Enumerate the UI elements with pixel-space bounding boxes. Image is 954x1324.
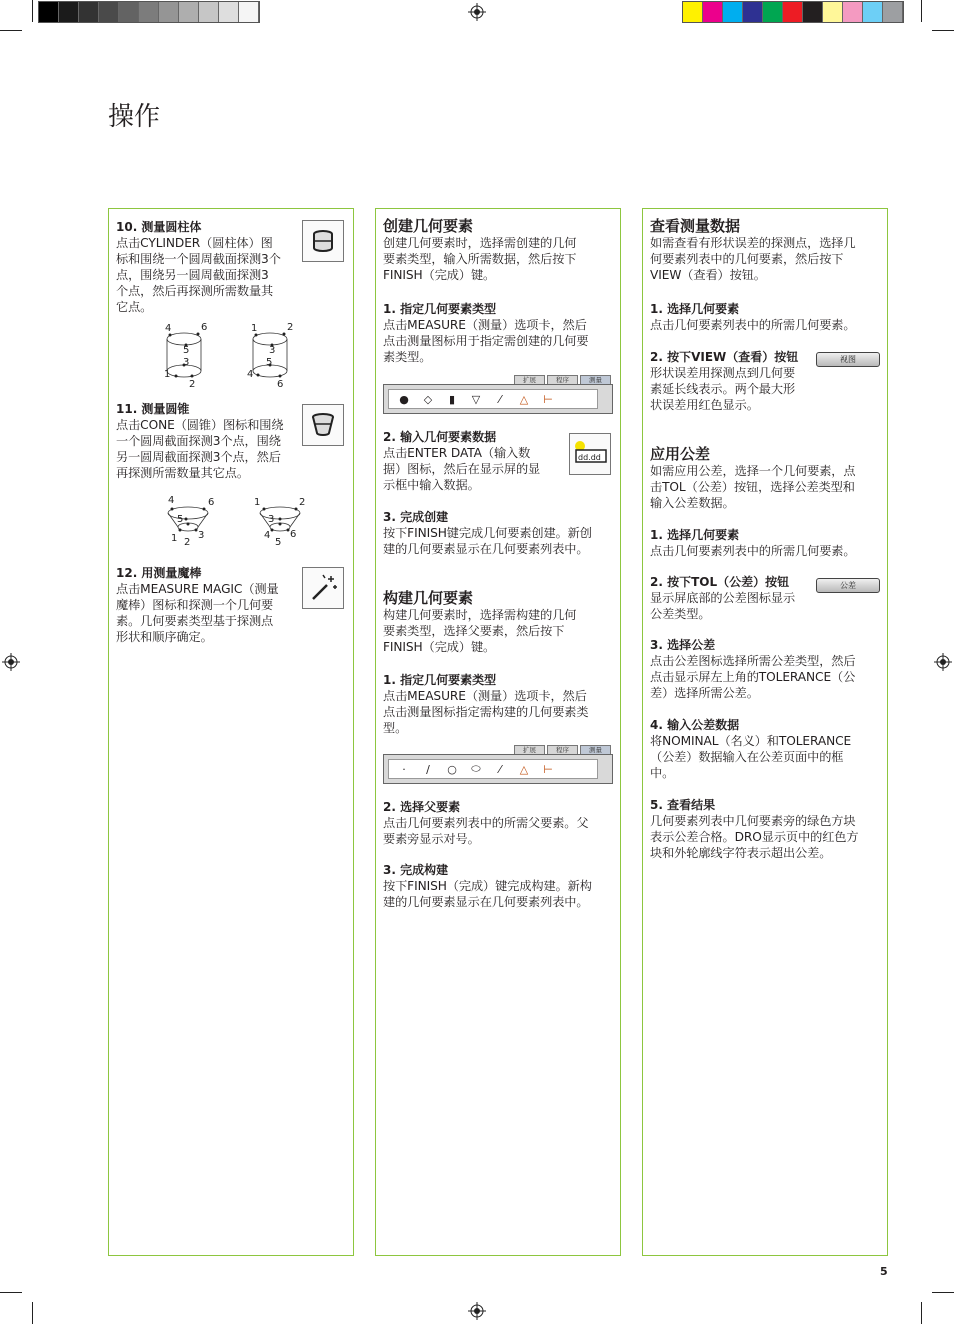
color-swatch xyxy=(783,2,803,22)
probe-label: 6 xyxy=(277,379,284,389)
section-text: 点击CONE（圆锥）图标和围绕 一个圆周截面探测3个点，围绕 另一圆周截面探测3个点，然后 再探测所需数量其它点。 xyxy=(116,418,284,480)
registration-mark-icon xyxy=(2,653,20,671)
color-swatch xyxy=(703,2,723,22)
step-title: 1. 指定几何要素类型 xyxy=(383,673,497,687)
probe-label: 3 xyxy=(269,345,276,356)
color-swatch xyxy=(199,2,219,22)
view-button[interactable]: 视图 xyxy=(816,352,880,367)
color-swatch xyxy=(79,2,99,22)
step-title: 3. 选择公差 xyxy=(650,638,716,652)
color-swatch xyxy=(99,2,119,22)
section-heading: 创建几何要素 xyxy=(383,217,474,235)
probe-label: 1 xyxy=(254,497,261,508)
step-title: 2. 输入几何要素数据 xyxy=(383,430,497,444)
section-construct-step2: 2. 选择父要素 点击几何要素列表中的所需父要素。父 要素旁显示对号。 xyxy=(383,799,613,847)
point-icon[interactable]: · xyxy=(402,762,406,776)
gray-scale-bar xyxy=(38,1,260,23)
section-tolerance: 应用公差 如需应用公差，选择一个几何要素，点 击TOL（公差）按钮，选择公差类型和 输入公差数据。 xyxy=(650,445,880,511)
step-title: 1. 选择几何要素 xyxy=(650,302,740,316)
probe-label: 2 xyxy=(184,537,191,548)
column-measure-shapes xyxy=(108,208,354,1256)
color-swatch xyxy=(823,2,843,22)
probe-label: 6 xyxy=(290,529,297,540)
cylinder-probe-diagram xyxy=(162,319,302,389)
probe-label: 1 xyxy=(164,369,171,380)
tab-program[interactable]: 程序 xyxy=(547,375,578,386)
step-title: 1. 指定几何要素类型 xyxy=(383,302,497,316)
probe-label: 3 xyxy=(198,530,205,541)
probe-label: 3 xyxy=(268,514,275,525)
magic-wand-icon[interactable]: ⁄ xyxy=(499,762,501,776)
crop-mark xyxy=(0,30,22,31)
page-number: 5 xyxy=(880,1265,888,1278)
step-title: 2. 按下VIEW（查看）按钮 xyxy=(650,350,799,364)
probe-label: 2 xyxy=(189,379,196,389)
step-title: 5. 查看结果 xyxy=(650,798,716,812)
probe-label: 2 xyxy=(299,497,306,508)
color-swatch xyxy=(159,2,179,22)
probe-label: 3 xyxy=(183,357,190,368)
circle-icon[interactable]: ● xyxy=(399,392,409,406)
probe-label: 4 xyxy=(247,369,254,380)
section-tol-step5: 5. 查看结果 几何要素列表中几何要素旁的绿色方块 表示公差合格。DRO显示页中的红色方 块和外轮廓线字符表示超出公差。 xyxy=(650,797,880,861)
step-title: 2. 按下TOL（公差）按钮 xyxy=(650,575,790,589)
tab-program[interactable]: 程序 xyxy=(547,745,578,756)
enter-data-icon-label: dd.dd xyxy=(578,453,601,462)
tab-extend[interactable]: 扩展 xyxy=(514,745,545,756)
step-title: 1. 选择几何要素 xyxy=(650,528,740,542)
section-view: 查看测量数据 如需查看有形状误差的探测点，选择几 何要素列表中的几何要素，然后按下 VIEW（查看）按钮。 xyxy=(650,217,880,283)
cylinder-icon[interactable]: ▮ xyxy=(448,392,456,406)
section-text: 点击CYLINDER（圆柱体）图 标和围绕一个圆周截面探测3个 点，围绕另一圆周截面探测3 个点，然后再探测所需数量其 它点。 xyxy=(116,236,281,314)
magic-wand-icon[interactable]: ⁄ xyxy=(499,392,501,406)
crop-mark xyxy=(0,1292,22,1293)
plane-icon[interactable]: ◇ xyxy=(423,392,433,406)
section-construct: 构建几何要素 构建几何要素时，选择需构建的几何 要素类型，选择父要素，然后按下 FINISH（完成）键。 xyxy=(383,589,613,655)
color-swatch xyxy=(763,2,783,22)
cone-icon[interactable]: ▽ xyxy=(471,392,481,406)
color-swatch xyxy=(743,2,763,22)
slot-icon[interactable]: ⬭ xyxy=(471,762,481,775)
registration-mark-icon xyxy=(468,1302,486,1320)
line-icon[interactable]: ∕ xyxy=(426,762,430,776)
page-title: 操作 xyxy=(108,102,161,132)
tab-measure[interactable]: 测量 xyxy=(580,375,611,386)
circle-icon[interactable]: ○ xyxy=(447,762,457,776)
probe-label: 6 xyxy=(208,497,215,508)
step-title: 3. 完成构建 xyxy=(383,863,449,877)
registration-mark-icon xyxy=(468,3,486,21)
color-bar xyxy=(682,1,904,23)
section-heading: 应用公差 xyxy=(650,445,711,463)
crop-mark xyxy=(932,1292,954,1293)
section-view-step2: 2. 按下VIEW（查看）按钮 形状误差用探测点到几何要 素延长线表示。两个最大形 状误差用红色显示。 xyxy=(650,349,880,413)
color-swatch xyxy=(723,2,743,22)
color-swatch xyxy=(179,2,199,22)
color-swatch xyxy=(139,2,159,22)
color-swatch xyxy=(219,2,239,22)
probe-label: 6 xyxy=(201,322,208,333)
section-create-step2: 2. 输入几何要素数据 点击ENTER DATA（输入数 据）图标，然后在显示屏的显 示框中输入数据。 xyxy=(383,429,613,493)
probe-label: 5 xyxy=(275,537,282,548)
color-swatch xyxy=(883,2,903,22)
section-construct-step1: 1. 指定几何要素类型 点击MEASURE（测量）选项卡，然后 点击测量图标指定需构建的几何要素类 型。 xyxy=(383,672,613,736)
probe-label: 4 xyxy=(168,495,175,506)
probe-label: 5 xyxy=(177,514,184,525)
color-swatch xyxy=(683,2,703,22)
section-tol-step3: 3. 选择公差 点击公差图标选择所需公差类型，然后 点击显示屏左上角的TOLERANCE（公 差）选择所需公差。 xyxy=(650,637,880,701)
crop-mark xyxy=(32,0,33,22)
crop-mark xyxy=(921,1302,922,1324)
tab-measure[interactable]: 测量 xyxy=(580,745,611,756)
section-title: 11. 测量圆锥 xyxy=(116,402,190,416)
probe-label: 1 xyxy=(171,533,178,544)
color-swatch xyxy=(119,2,139,22)
distance-icon[interactable]: ⊢ xyxy=(543,762,553,776)
enter-data-icon[interactable] xyxy=(569,433,611,475)
distance-icon[interactable]: ⊢ xyxy=(543,392,553,406)
section-tol-step2: 2. 按下TOL（公差）按钮 显示屏底部的公差图标显示 公差类型。 xyxy=(650,574,880,622)
probe-label: 2 xyxy=(287,322,294,333)
color-swatch xyxy=(863,2,883,22)
cone-icon[interactable] xyxy=(302,404,344,446)
probe-label: 4 xyxy=(264,530,271,541)
construct-toolbar xyxy=(383,745,613,787)
color-swatch xyxy=(59,2,79,22)
color-swatch xyxy=(39,2,59,22)
section-text: 点击MEASURE MAGIC（测量 魔棒）图标和探测一个几何要 素。几何要素类型基于探测点 形状和顺序确定。 xyxy=(116,582,279,644)
cone-probe-diagram xyxy=(160,493,310,553)
probe-label: 4 xyxy=(165,323,172,334)
tab-extend[interactable]: 扩展 xyxy=(514,375,545,386)
probe-label: 1 xyxy=(251,323,258,334)
section-tol-step4: 4. 输入公差数据 将NOMINAL（名义）和TOLERANCE （公差）数据输入在公差页面中的框 中。 xyxy=(650,717,880,781)
section-title: 12. 用测量魔棒 xyxy=(116,566,202,580)
column-create-construct xyxy=(375,208,621,1256)
crop-mark xyxy=(932,30,954,31)
measure-toolbar xyxy=(383,375,613,417)
magic-wand-icon[interactable] xyxy=(302,567,344,609)
section-create-step1: 1. 指定几何要素类型 点击MEASURE（测量）选项卡，然后 点击测量图标用于指定需创建的几何要 素类型。 xyxy=(383,301,613,365)
column-view-tolerance xyxy=(642,208,888,1256)
step-title: 4. 输入公差数据 xyxy=(650,718,740,732)
color-swatch xyxy=(843,2,863,22)
color-swatch xyxy=(803,2,823,22)
angle-icon[interactable]: △ xyxy=(519,762,529,776)
crop-mark xyxy=(921,0,922,22)
section-construct-step3: 3. 完成构建 按下FINISH（完成）键完成构建。新构 建的几何要素显示在几何要素列表中。 xyxy=(383,862,613,910)
angle-icon[interactable]: △ xyxy=(519,392,529,406)
section-heading: 构建几何要素 xyxy=(383,589,474,607)
section-create-step3: 3. 完成创建 按下FINISH键完成几何要素创建。新创 建的几何要素显示在几何要素列表中。 xyxy=(383,509,613,557)
section-create: 创建几何要素 创建几何要素时，选择需创建的几何 要素类型，输入所需数据，然后按下 FINISH（完成）键。 xyxy=(383,217,613,283)
cylinder-icon[interactable] xyxy=(302,220,344,262)
probe-label: 5 xyxy=(183,345,190,356)
color-swatch xyxy=(239,2,259,22)
probe-label: 5 xyxy=(266,357,273,368)
section-view-step1: 1. 选择几何要素 点击几何要素列表中的所需几何要素。 xyxy=(650,301,880,333)
crop-mark xyxy=(32,1302,33,1324)
section-tol-step1: 1. 选择几何要素 点击几何要素列表中的所需几何要素。 xyxy=(650,527,880,559)
section-heading: 查看测量数据 xyxy=(650,217,741,235)
step-title: 2. 选择父要素 xyxy=(383,800,461,814)
tolerance-button[interactable]: 公差 xyxy=(816,578,880,593)
registration-mark-icon xyxy=(934,653,952,671)
step-title: 3. 完成创建 xyxy=(383,510,449,524)
section-title: 10. 测量圆柱体 xyxy=(116,220,202,234)
